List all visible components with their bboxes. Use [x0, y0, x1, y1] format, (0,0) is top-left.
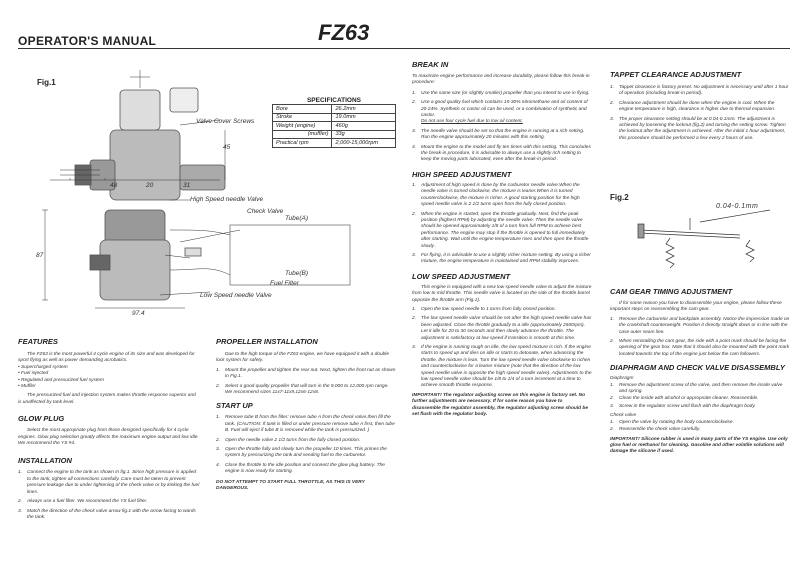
item-number: 2. [610, 100, 615, 106]
low-speed-important: IMPORTANT! The regulator adjusting screw on this engine is factory set. No further adjustments are necessary. If for some reason you have to disassemble the regulator assembly, the regulator adjusting screw should be set flush with the regulator body. [412, 392, 589, 418]
item-text: Use a good quality fuel which contains 15-30% nitromethane and oil content of 20-24%. Synthetic or castor oil can be used, or a combination of synthetic and castor. [421, 100, 588, 119]
item-text: Remove the carburetor and backplate assembly. Notice the impression made on the crankshaft counterweight. Position it directly straight down or in line with the case outer seam line. [619, 316, 790, 335]
item-number: 4. [412, 144, 417, 150]
spec-value: 26.2mm [332, 105, 396, 114]
spec-value: 460g [332, 122, 396, 131]
label-hs-needle: High Speed needle Valve [190, 196, 264, 203]
item-number: 1. [216, 415, 221, 421]
propeller-heading: PROPELLER INSTALLATION [216, 337, 318, 346]
propeller-list [216, 368, 396, 397]
label-ls-needle: Low Speed needle Valve [200, 292, 272, 299]
model-name: FZ63 [318, 20, 370, 45]
item-number: 2. [412, 316, 417, 322]
item-number: 2. [610, 396, 615, 402]
start-up-heading: START UP [216, 401, 253, 411]
break-in-heading: BREAK IN [412, 60, 449, 69]
item-number: 1. [18, 470, 23, 476]
item-number: 2. [216, 383, 221, 389]
list-item [18, 499, 200, 505]
spec-key: (muffler) [273, 130, 332, 139]
feature-item: • Regulated and pressurized fuel system [18, 377, 104, 383]
item-text: Match the direction of the check valve arrow fig.1 with the arrow facing to wards the tank. [27, 508, 196, 520]
spec-key: Stroke [273, 113, 332, 122]
label-tube-a: Tube(A) [285, 215, 308, 222]
item-text: Open the low speed needle to 1 turns from fully closed position. [421, 306, 556, 312]
item-text: Remove tube B from the filter: remove tube A from the check valve,then fill the tank. (CAUTION: If tank is filled or under pressure remove tube A first, then tube B. Fuel will eject if tube B is removed while the tank is pressurized. ) [225, 415, 395, 434]
diaphragm-subheading: Diaphragm [610, 376, 634, 382]
spec-value: 19.0mm [332, 113, 396, 122]
start-up-list [216, 415, 396, 475]
item-number: 2. [610, 339, 615, 345]
list-item [610, 420, 790, 426]
item-text: Connect the engine to the tank as shown in fig.1. Since high pressure is applied to the tank, tighten all connections carefully. Care must be taken to prevent pressure leakage due to under tightening of the check valve or by kinking the fuel lines. [27, 470, 200, 495]
diaphragm-list [610, 383, 790, 411]
column-3 [412, 60, 592, 418]
start-up-warning: DO NOT ATTEMPT TO START FULL THROTTLE, AS THIS IS VERY DANGEROUS. [216, 479, 365, 492]
item-number: 1. [216, 367, 221, 373]
item-number: 1. [412, 306, 417, 312]
spec-key: Weight (engine) [273, 122, 332, 131]
table-row [273, 105, 396, 114]
features-outro: The pressurized fuel and injection system makes throttle response superior and is unaffected by tank level. [18, 393, 196, 405]
item-number: 1. [610, 382, 615, 388]
item-text: Select a good quality propeller that will turn in the 9,000 to 12,000 rpm range. We recommend sizes 11x7-11x9,12x6-12x8. [225, 383, 389, 396]
list-item [610, 404, 790, 410]
item-text: Use the same size (or slightly smaller) propeller than you intend to use in flying. [421, 90, 590, 96]
item-number: 3. [216, 447, 221, 453]
dim-48: 48 [110, 182, 118, 189]
break-in-intro: To maximize engine performance and increase durability, please follow this break-in procedure: [412, 74, 590, 86]
list-item [216, 368, 396, 381]
break-in-list [412, 91, 592, 164]
item-text: Open the needle valve 2 1/2 turns from the fully closed position. [225, 437, 361, 443]
list-item [412, 129, 592, 142]
tappet-list [610, 85, 790, 142]
item-number: 3. [18, 508, 23, 514]
label-fuel-filter: Fuel Filter [270, 280, 299, 287]
item-text: If the engine is running rough on idle, the low speed mixture is rich. If the engine starts to speed up and dies on idle or starts to detonate, when advancing the throttle, the mixture is lean. Turn the low speed needle valve clockwise to richen and counterclockwise for a leaner mixture (note that the direction of the low speed needle valve is opposite the high speed needle valve). Adjustments to the low speed needle valve should be 1/8 to 1/4 of a turn increment at a time to achieve smooth throttle response. [421, 345, 592, 389]
item-number: 3. [610, 116, 615, 122]
list-item [412, 91, 592, 97]
item-text: Open the throttle fully and slowly turn the propeller 10 times. This primes the system by pressurizing the tank and sending fuel to the carburetor. [225, 447, 387, 459]
diaphragm-heading: DIAPHRAGM AND CHECK VALVE DISASSEMBLY [610, 363, 785, 373]
item-number: 1. [610, 85, 615, 90]
spec-value: 33g [332, 130, 396, 139]
list-item [610, 117, 790, 143]
list-item [18, 509, 200, 522]
list-item [412, 345, 592, 390]
list-item [610, 427, 790, 433]
label-tube-b: Tube(B) [285, 270, 308, 277]
item-number: 1. [412, 90, 417, 96]
low-speed-intro: This engine is equipped with a new low speed needle valve to adjust the mixture from low to mid throttle. This needle valve is located on the side of the throttle barrel opposite the throttle arm (Fig.1). [412, 284, 592, 303]
list-item [412, 253, 592, 266]
glow-plug-heading: GLOW PLUG [18, 414, 65, 424]
spec-title: SPECIFICATIONS [306, 97, 362, 104]
item-text: When the engine is started, open the throttle gradually. Next, find the peak position (highest RPM) by adjusting the needle valve. Then the needle valve should be opened approximately 1/8 of a turn from full RPM to achieve best performance. The engine may stop if the throttle is opened to full immediately after starting. Wait until the engine temperature rises and then open the throttle slowly . [421, 211, 589, 249]
header-rule [18, 48, 790, 49]
item-text: Close the throttle to the idle position and connect the glow plug battery. The engine is now ready for starting. [225, 462, 385, 475]
dim-97-4: 97.4 [132, 310, 145, 317]
table-row [273, 139, 396, 148]
features-heading: FEATURES [18, 337, 58, 346]
item-text: The needle valve should be set so that the engine is running at a rich setting. Run the engine approximately 20 minutes with this setting. [421, 128, 585, 141]
item-number: 1. [610, 419, 615, 425]
manual-title: OPERATOR'S MANUAL [18, 34, 157, 48]
cam-gear-list [610, 317, 790, 358]
list-item [216, 384, 396, 397]
list-item [610, 101, 790, 114]
diaphragm-important: IMPORTANT! Silicone rubber is used in many parts of the YS engine. Use only glow fuel or methanol for cleaning. Gasoline and other volatile solutions will damage the silicone if used. [610, 436, 788, 455]
list-item [412, 307, 592, 313]
table-row [273, 113, 396, 122]
table-row [273, 122, 396, 131]
feature-item: • Muffler [18, 384, 36, 390]
list-item [610, 339, 790, 358]
feature-item: • Fuel injected [18, 371, 49, 377]
low-speed-heading: LOW SPEED ADJUSTMENT [412, 271, 511, 281]
cam-gear-intro: If for some reason you have to disassemble your engine, please follow these important steps on reassembling the cam gear. [610, 301, 782, 313]
item-text: Clean the inside with alcohol or appropriate cleaner. Reassemble. [619, 396, 759, 402]
item-text: Mount the engine to the model and fly ten times with this setting. This concludes the break-in procedure, it is advisable to always use a slightly rich setting to keep the moving parts lubricated, even after the break-in period . [421, 144, 591, 163]
item-text: Mount the propeller and tighten the rear nut. Next, tighten the front nut as shown in Fig.1. [225, 367, 396, 380]
list-item [412, 183, 592, 209]
list-item [610, 383, 790, 396]
fig2-label: Fig.2 [610, 193, 629, 202]
item-number: 2. [412, 100, 417, 106]
column-2 [216, 337, 396, 493]
column-1 [18, 337, 200, 524]
item-number: 3. [610, 403, 615, 409]
tappet-diagram [630, 200, 790, 275]
list-item [610, 85, 790, 98]
feature-item: • Supercharged system [18, 364, 68, 370]
item-text: Reassemble the check valve carefully. [619, 427, 701, 433]
list-item [412, 212, 592, 250]
item-number: 3. [412, 128, 417, 134]
features-intro: The FZ63 is the most powerful 4 cycle engine of its size and was developed for sport flying as well as power demanding acrobatics. [18, 352, 195, 364]
list-item [412, 145, 592, 164]
high-speed-heading: HIGH SPEED ADJUSTMENT [412, 169, 512, 179]
list-item [412, 316, 592, 342]
spec-key: Bore [273, 105, 332, 114]
item-text: Screw in the regulator screw until flush with the diaphragm body. [619, 403, 756, 409]
list-item [216, 463, 396, 476]
installation-list [18, 470, 200, 521]
propeller-intro: Due to the high torque of the FZ63 engine, we have equipped it with a double lock system for safety. [216, 352, 390, 364]
dim-20: 20 [146, 182, 154, 189]
list-item [610, 396, 790, 402]
item-number: 3. [412, 252, 417, 258]
tappet-heading: TAPPET CLEARANCE ADJUSTMENT [610, 70, 742, 79]
break-in-underline-note: Do not use four cycle fuel due to low oil content. [421, 119, 523, 125]
fig1-label: Fig.1 [37, 78, 56, 87]
check-valve-subheading: Check valve [610, 413, 637, 419]
spec-key: Practical rpm [273, 139, 332, 148]
item-text: The low speed needle valve should be set after the high speed needle valve has been adjusted. Close the throttle gradually to a idle (approximately 2500rpm). Let it idle for 20 to 30 seconds and then slowly advance the throttle. The adjustment is satisfactory at low speed if transition is smooth at this time. [421, 316, 592, 341]
item-number: 2. [610, 427, 615, 433]
column-4 [610, 70, 790, 145]
item-text: Tappet clearance is factory preset. No adjustment is necessary until after 1 hour of operation (including break-in period). [619, 85, 789, 97]
label-check-valve: Check Valve [247, 208, 284, 215]
item-text: For flying, it is advisable to use a slightly richer mixture setting. By using a richer mixture, the engine temperature is maintained and RPM stability improves. [421, 252, 591, 265]
column-4-lower [610, 287, 790, 456]
installation-heading: INSTALLATION [18, 456, 72, 466]
item-text: The proper clearance setting should be at 0.04-0.1mm. The adjustment is achieved by loosening the locknut (fig.2) and turning the setting screw. Tighten the locknut after the adjustment is achieved. After the initial 1 hour adjustment, this procedure should be performed a few every 2 hours of use. [619, 116, 786, 141]
glow-plug-text: Select the most appropriate plug from those designed specifically for 4 cycle engines. Glow plug selection greatly affects the maximum engine output and low idle. We recommend the YS #4. [18, 428, 199, 447]
fig2-dimension: 0.04-0.1mm [716, 203, 759, 210]
item-text: Always use a fuel filter. We recommend the YS fuel filter. [27, 499, 148, 505]
dim-45: 45 [223, 144, 231, 151]
item-number: 1. [412, 182, 417, 188]
table-row [273, 130, 396, 139]
low-speed-list [412, 307, 592, 390]
high-speed-list [412, 183, 592, 266]
dim-87: 87 [36, 252, 44, 259]
list-item [216, 447, 396, 460]
item-text: Open the valve by rotating the body counterclockwise. [619, 419, 734, 425]
list-item [216, 438, 396, 444]
list-item [412, 100, 592, 126]
check-valve-list [610, 420, 790, 434]
item-number: 2. [216, 437, 221, 443]
item-number: 3. [412, 345, 417, 350]
item-text: Clearance adjustment should be done when the engine is cool. When the engine temperature is high, clearance is higher due to thermal expansion. [619, 100, 776, 113]
spec-value: 2,000-15,000rpm [332, 139, 396, 148]
item-number: 4. [216, 462, 221, 468]
item-number: 2. [18, 499, 23, 505]
item-number: 2. [412, 211, 417, 217]
list-item [18, 470, 200, 496]
cam-gear-heading: CAM GEAR TIMING ADJUSTMENT [610, 287, 733, 296]
item-text: Remove the adjustment screw of the valve, and then remove the inside valve and spring. [619, 382, 783, 395]
specifications [272, 97, 396, 148]
list-item [216, 415, 396, 434]
dim-31: 31 [183, 182, 191, 189]
item-text: Adjustment of high speed is done by the carburetor needle valve.When the needle valve is turned clockwise, the mixture is leaner.When it is turned counterclockwise, the mixture is richer. A good starting position for the high speed needle valve is 2 1/2 turns open from the fully closed position. [421, 182, 580, 208]
label-valve-cover: Valve Cover Screws [196, 118, 255, 125]
spec-table [272, 104, 396, 148]
item-text: When reinstalling the cam gear, the side with a point mark should be facing the opening of the gear box. Note that it should also be mounted with the point mark located towards the top of the engine just below the cam followers. [619, 339, 790, 357]
item-number: 1. [610, 316, 615, 322]
list-item [610, 317, 790, 336]
